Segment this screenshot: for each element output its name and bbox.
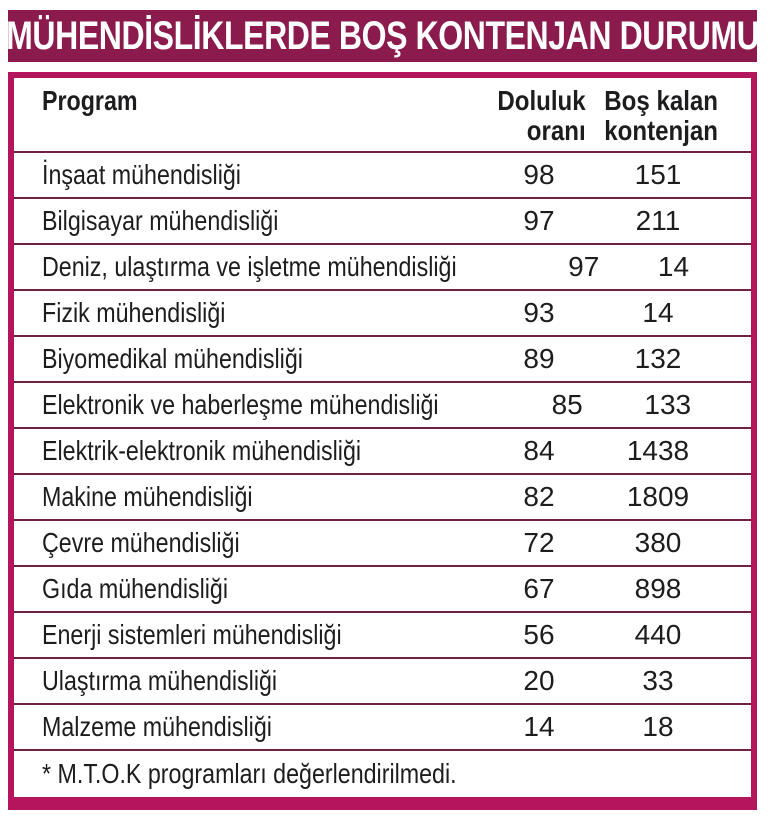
program-cell: Elektronik ve haberleşme mühendisliği <box>42 389 439 421</box>
occupancy-rate-cell: 85 <box>551 389 583 421</box>
table-row <box>14 151 751 197</box>
program-cell: Makine mühendisliği <box>42 481 253 513</box>
occupancy-rate-cell: 89 <box>523 343 555 375</box>
program-cell: Ulaştırma mühendisliği <box>42 665 278 697</box>
occupancy-rate-cell: 97 <box>523 205 555 237</box>
quota-table <box>8 72 757 810</box>
occupancy-header-line1: Doluluk <box>497 85 586 116</box>
column-header-program: Program <box>42 85 138 116</box>
vacant-quota-cell: 380 <box>634 527 682 559</box>
vacant-quota-cell: 14 <box>657 251 690 283</box>
program-cell: Gıda mühendisliği <box>42 573 229 605</box>
table-row <box>14 197 751 243</box>
column-header-occupancy-rate <box>483 86 595 145</box>
program-cell: Çevre mühendisliği <box>42 527 240 559</box>
vacant-quota-cell: 440 <box>634 619 682 651</box>
vacant-quota-cell: 14 <box>642 297 674 329</box>
table-row <box>14 703 751 749</box>
table-row <box>14 243 751 289</box>
vacant-quota-cell: 1438 <box>626 435 690 467</box>
footnote-text: * M.T.O.K programları değerlendirilmedi. <box>42 758 457 790</box>
footnote-row <box>14 749 751 797</box>
table-row <box>14 335 751 381</box>
table-row <box>14 473 751 519</box>
program-cell: Fizik mühendisliği <box>42 297 226 329</box>
vacant-quota-cell: 33 <box>642 665 674 697</box>
table-row <box>14 381 751 427</box>
program-cell: Enerji sistemleri mühendisliği <box>42 619 342 651</box>
occupancy-rate-cell: 72 <box>523 527 555 559</box>
program-cell: İnşaat mühendisliği <box>42 159 241 191</box>
program-cell: Bilgisayar mühendisliği <box>42 205 279 237</box>
occupancy-rate-cell: 14 <box>523 711 555 743</box>
occupancy-rate-cell: 56 <box>523 619 555 651</box>
program-cell: Malzeme mühendisliği <box>42 711 272 743</box>
table-row <box>14 565 751 611</box>
title-bar <box>5 10 760 62</box>
occupancy-rate-cell: 84 <box>523 435 555 467</box>
vacancy-header-line2: kontenjan <box>604 114 718 146</box>
vacant-quota-cell: 18 <box>642 711 674 743</box>
occupancy-rate-cell: 82 <box>523 481 555 513</box>
table-body <box>14 151 751 749</box>
occupancy-rate-cell: 98 <box>523 159 555 191</box>
vacant-quota-cell: 1809 <box>626 481 690 513</box>
table-header-row <box>14 78 751 151</box>
program-cell: Deniz, ulaştırma ve işletme mühendisliği <box>42 251 457 283</box>
occupancy-header-line2: oranı <box>526 114 586 146</box>
table-row <box>14 657 751 703</box>
table-row <box>14 519 751 565</box>
program-cell: Biyomedikal mühendisliği <box>42 343 303 375</box>
column-header-vacant-quota <box>595 86 751 145</box>
vacant-quota-cell: 898 <box>634 573 682 605</box>
occupancy-rate-cell: 97 <box>568 251 600 283</box>
table-row <box>14 611 751 657</box>
vacant-quota-cell: 211 <box>635 205 681 237</box>
vacant-quota-cell: 151 <box>634 159 682 191</box>
table-row <box>14 289 751 335</box>
vacant-quota-cell: 132 <box>634 343 682 375</box>
vacant-quota-cell: 133 <box>644 389 692 421</box>
table-row <box>14 427 751 473</box>
program-cell: Elektrik-elektronik mühendisliği <box>42 435 362 467</box>
vacancy-header-line1: Boş kalan <box>604 85 719 116</box>
occupancy-rate-cell: 20 <box>523 665 555 697</box>
page-title: MÜHENDİSLİKLERDE BOŞ KONTENJAN DURUMU <box>5 13 760 58</box>
occupancy-rate-cell: 67 <box>523 573 555 605</box>
occupancy-rate-cell: 93 <box>523 297 555 329</box>
